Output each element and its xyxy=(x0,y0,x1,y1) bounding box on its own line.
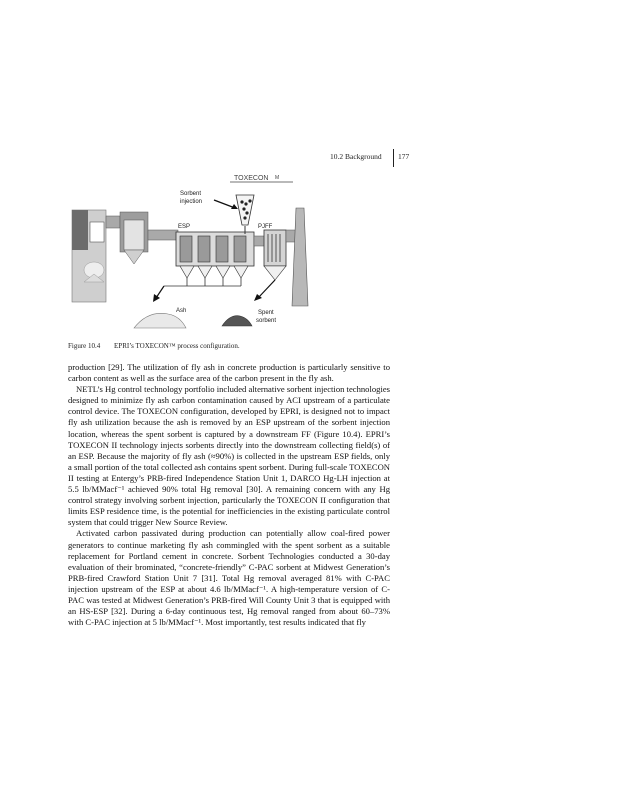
figure-caption xyxy=(68,342,390,350)
running-head xyxy=(318,150,410,164)
sorbent-label-line2: injection xyxy=(180,199,203,205)
figure-caption-text: EPRI’s TOXECON™ process configuration. xyxy=(114,342,240,350)
toxecon-label: TOXECON xyxy=(234,175,269,182)
ash-label: Ash xyxy=(176,308,187,314)
body-text xyxy=(68,362,390,628)
stack xyxy=(292,208,308,306)
sorbent-arrow xyxy=(214,200,235,208)
paragraph-2: NETL’s Hg control technology portfolio included alternative sorbent injection technologies designed to minimize fly ash carbon contamination caused by ACI upstream of a particulate control device. The TOXECON configuration, developed by EPRI, is designed not to impact fly ash utilization because the ash is removed by an ESP upstream of the sorbent injection location, whereas the spent sorbent is captured by a downstream FF (Figure 10.4). EPRI’s TOXECON II technology injects sorbents directly into the downstream collecting field(s) of an ESP. Because the majority of fly ash (≈90%) is collected in the upstream ESP fields, only a small portion of the total collected ash contains spent sorbent. During full-scale TOXECON II testing at Entergy’s PRB-fired Independence Station Unit 1, DARCO Hg-LH injection at 5.5 lb/MMacf⁻¹ achieved 90% total Hg removal [30]. A remaining concern with any Hg control strategy involving sorbent injection, particularly the TOXECON II configuration that limits ESP residence time, is the potential for inefficiencies in the existing particulate control system that could trigger New Source Review. xyxy=(68,384,390,528)
spent-label-line2: sorbent xyxy=(256,318,277,324)
figure-caption-label: Figure 10.4 xyxy=(68,342,101,350)
pjff-label: PJFF xyxy=(258,224,273,230)
paragraph-3: Activated carbon passivated during production can potentially allow coal-fired power generators to continue marketing fly ash commingled with the spent sorbent as a suitable replacement for Portland cement in concrete. Sorbent Technologies conducted a 30-day evaluation of their brominated, “concrete-friendly” C-PAC sorbent at Midwest Generation’s PRB-fired Crawford Station Unit 7 [31]. Total Hg removal averaged 81% with C-PAC injection upstream of the ESP at about 4.6 lb/MMacf⁻¹. A high-temperature version of C-PAC was tested at Midwest Generation’s PRB-fired Will County Unit 3 that is equipped with an HS-ESP [32]. During a 6-day continuous test, Hg removal ranged from about 60–73% with C-PAC injection at 5 lb/MMacf⁻¹. Most importantly, test results indicated that fly xyxy=(68,528,390,628)
spent-sorbent-pile xyxy=(222,316,252,326)
esp-label: ESP xyxy=(178,224,191,230)
process-diagram xyxy=(68,170,390,330)
pjff-unit xyxy=(264,230,286,266)
figure-toxecon-diagram xyxy=(68,170,390,330)
spent-label-line1: Spent xyxy=(258,310,274,316)
page-number: 177 xyxy=(398,152,410,161)
ash-pile xyxy=(134,313,186,328)
running-head-section: 10.2 Background xyxy=(330,152,382,161)
sorbent-label-line1: Sorbent xyxy=(180,191,202,197)
running-head-rule xyxy=(393,149,394,167)
paragraph-1: production [29]. The utilization of fly ash in concrete production is particularly sensitive to carbon content as well as the surface area of the carbon present in the fly ash. xyxy=(68,362,390,384)
tm-mark: M xyxy=(275,175,280,181)
